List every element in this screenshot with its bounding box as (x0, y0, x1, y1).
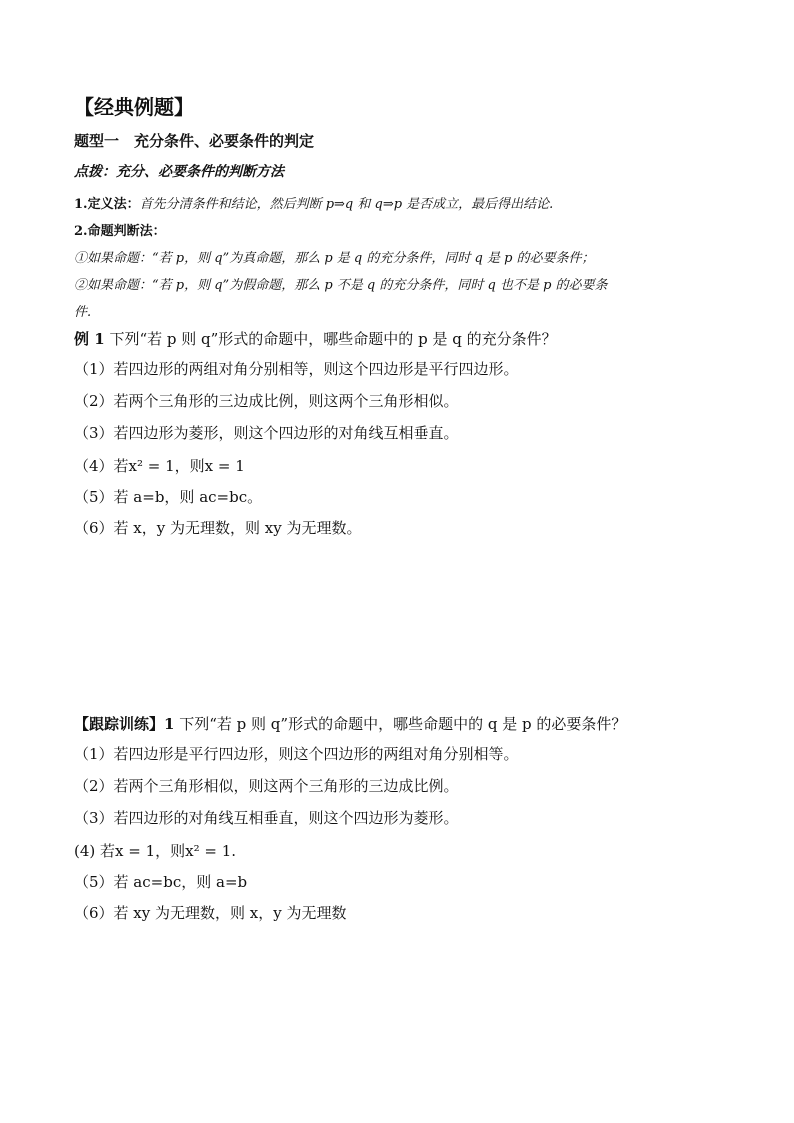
followup-1-item: （6）若 xy 为无理数，则 x，y 为无理数 (74, 904, 347, 922)
example-1-item: （3）若四边形为菱形，则这个四边形的对角线互相垂直。 (74, 424, 459, 442)
followup-1-question (74, 714, 626, 734)
example-1-item: （2）若两个三角形的三边成比例，则这两个三角形相似。 (74, 392, 459, 410)
followup-1-item: （3）若四边形的对角线互相垂直，则这个四边形为菱形。 (74, 809, 459, 827)
rule-true-proposition: ①如果命题：“若 p，则 q”为真命题，那么 p 是 q 的充分条件，同时 q 是 p 的必要条件； (74, 251, 595, 266)
method-tip: 点拨：充分、必要条件的判断方法 (74, 164, 284, 180)
example-1-item: （4）若x² = 1，则x = 1 (74, 457, 245, 475)
rule-false-proposition: ②如果命题：“若 p，则 q”为假命题，那么 p 不是 q 的充分条件，同时 q 也不是 p 的必要条 (74, 278, 608, 293)
example-1-label: 例 1 (74, 330, 105, 348)
rule-definition-text: 首先分清条件和结论，然后判断 p⇒q 和 q⇒p 是否成立，最后得出结论. (139, 197, 554, 212)
section-heading: 【经典例题】 (74, 95, 194, 119)
rule-definition-label: 1.定义法： (74, 197, 140, 212)
followup-1-item: (4) 若x = 1，则x² = 1. (74, 842, 237, 860)
question-type-title: 题型一 充分条件、必要条件的判定 (74, 132, 315, 150)
followup-1-text: 下列“若 p 则 q”形式的命题中，哪些命题中的 q 是 p 的必要条件？ (179, 715, 627, 733)
rule-proposition-label: 2.命题判断法： (74, 224, 166, 239)
followup-1-label: 【跟踪训练】1 (74, 715, 175, 733)
followup-1-item: （1）若四边形是平行四边形，则这个四边形的两组对角分别相等。 (74, 745, 519, 763)
example-1-question (74, 329, 557, 349)
rule-definition (74, 195, 553, 215)
example-1-text: 下列“若 p 则 q”形式的命题中，哪些命题中的 p 是 q 的充分条件？ (109, 330, 557, 348)
followup-1-item: （5）若 ac=bc，则 a=b (74, 873, 248, 891)
rule-false-proposition-cont: 件. (74, 305, 92, 320)
example-1-item: （6）若 x，y 为无理数，则 xy 为无理数。 (74, 519, 362, 537)
example-1-item: （1）若四边形的两组对角分别相等，则这个四边形是平行四边形。 (74, 360, 519, 378)
example-1-item: （5）若 a=b，则 ac=bc。 (74, 488, 263, 506)
followup-1-item: （2）若两个三角形相似，则这两个三角形的三边成比例。 (74, 777, 459, 795)
